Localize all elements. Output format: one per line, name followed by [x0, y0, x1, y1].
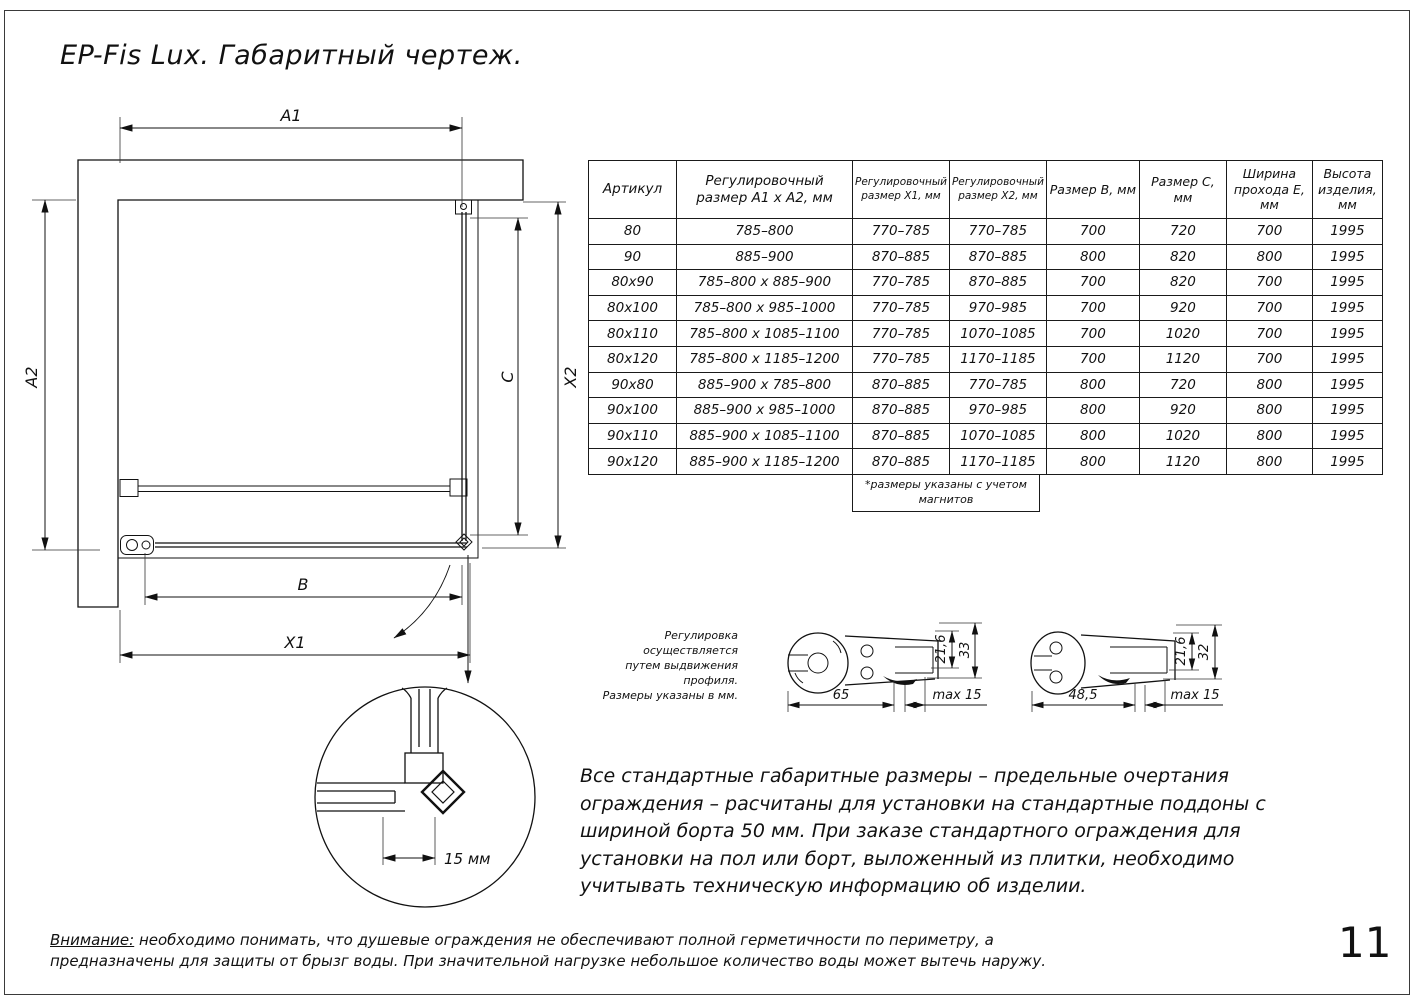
table-cell: 800	[1226, 244, 1312, 270]
table-cell: 800	[1046, 372, 1139, 398]
door-glass-panel	[456, 200, 472, 541]
table-cell: 920	[1139, 295, 1226, 321]
table-cell: 800	[1226, 372, 1312, 398]
table-cell: 700	[1226, 295, 1312, 321]
table-cell: 770–785	[853, 346, 950, 372]
table-cell: 770–785	[853, 321, 950, 347]
table-cell: 90x100	[589, 398, 677, 424]
table-cell: 700	[1046, 295, 1139, 321]
table-cell: 800	[1226, 398, 1312, 424]
dimension-a1	[120, 106, 462, 207]
table-row	[589, 372, 1383, 398]
table-cell: 785–800 x 885–900	[677, 270, 853, 296]
dimension-15mm	[383, 817, 491, 868]
table-cell: 1020	[1139, 321, 1226, 347]
table-cell: 1995	[1312, 398, 1382, 424]
table-cell: 970–985	[949, 398, 1046, 424]
table-cell: 700	[1226, 219, 1312, 245]
table-cell: 1995	[1312, 295, 1382, 321]
table-row	[589, 295, 1383, 321]
svg-text:48,5: 48,5	[1068, 688, 1098, 703]
table-footnote: *размеры указаны с учетом магнитов	[852, 474, 1040, 512]
column-header: Регулировочный размер Х1, мм	[853, 161, 950, 219]
table-cell: 800	[1226, 449, 1312, 475]
table-cell: 800	[1046, 398, 1139, 424]
table-cell: 785–800 x 985–1000	[677, 295, 853, 321]
table-cell: 770–785	[949, 372, 1046, 398]
svg-text:32: 32	[1197, 643, 1212, 661]
svg-text:C: C	[498, 371, 517, 383]
table-cell: 970–985	[949, 295, 1046, 321]
dimension-x1	[120, 563, 470, 663]
svg-text:max 15: max 15	[932, 688, 982, 703]
table-header-row	[589, 161, 1383, 219]
table-cell: 785–800 x 1185–1200	[677, 346, 853, 372]
table-cell: 1995	[1312, 346, 1382, 372]
table-cell: 885–900 x 985–1000	[677, 398, 853, 424]
profile-cross-sections	[755, 585, 1255, 735]
fixed-glass-panel	[121, 536, 468, 555]
column-header: Регулировочный размер Х2, мм	[949, 161, 1046, 219]
table-cell: 1995	[1312, 321, 1382, 347]
table-cell: 1120	[1139, 449, 1226, 475]
column-header: Высота изделия, мм	[1312, 161, 1382, 219]
table-cell: 920	[1139, 398, 1226, 424]
table-cell: 700	[1226, 346, 1312, 372]
table-cell: 800	[1046, 244, 1139, 270]
table-row	[589, 423, 1383, 449]
column-header: Размер С, мм	[1139, 161, 1226, 219]
svg-text:15 мм: 15 мм	[444, 850, 491, 868]
adjustment-note	[570, 628, 738, 703]
table-cell: 720	[1139, 219, 1226, 245]
table-cell: 770–785	[853, 295, 950, 321]
table-cell: 800	[1046, 423, 1139, 449]
svg-text:A2: A2	[22, 366, 41, 388]
table-cell: 1995	[1312, 372, 1382, 398]
table-cell: 1020	[1139, 423, 1226, 449]
table-cell: 90x120	[589, 449, 677, 475]
dimension-c	[470, 218, 528, 535]
table-cell: 1070–1085	[949, 321, 1046, 347]
table-cell: 870–885	[853, 423, 950, 449]
size-table	[588, 160, 1383, 475]
warning-text	[50, 930, 1070, 972]
svg-text:21,6: 21,6	[1174, 636, 1189, 666]
table-cell: 770–785	[853, 270, 950, 296]
table-cell: 700	[1226, 270, 1312, 296]
table-cell: 870–885	[853, 244, 950, 270]
warning-label: Внимание:	[50, 931, 135, 949]
wall-hatched	[78, 160, 523, 607]
table-cell: 720	[1139, 372, 1226, 398]
table-cell: 870–885	[949, 244, 1046, 270]
column-header: Ширина прохода Е, мм	[1226, 161, 1312, 219]
table-row	[589, 244, 1383, 270]
column-header: Артикул	[589, 161, 677, 219]
table-cell: 885–900	[677, 244, 853, 270]
table-cell: 870–885	[853, 398, 950, 424]
dimension-x2	[482, 202, 580, 548]
svg-text:max 15: max 15	[1170, 688, 1220, 703]
table-cell: 700	[1046, 346, 1139, 372]
svg-text:X1: X1	[284, 633, 306, 652]
table-row	[589, 398, 1383, 424]
table-cell: 885–900 x 785–800	[677, 372, 853, 398]
table-cell: 700	[1226, 321, 1312, 347]
table-cell: 1070–1085	[949, 423, 1046, 449]
table-cell: 80x110	[589, 321, 677, 347]
table-cell: 820	[1139, 270, 1226, 296]
towel-bar	[120, 479, 467, 497]
door-swing-arc	[394, 565, 450, 638]
table-cell: 1170–1185	[949, 449, 1046, 475]
table-cell: 1995	[1312, 449, 1382, 475]
table-cell: 1995	[1312, 423, 1382, 449]
table-cell: 770–785	[853, 219, 950, 245]
table-row	[589, 449, 1383, 475]
dimension-21-6-2	[1169, 633, 1199, 670]
svg-text:B: B	[297, 575, 309, 594]
dimension-21-6-1	[931, 631, 959, 668]
warning-body: необходимо понимать, что душевые ограждения не обеспечивают полной герметичности по периметру, а предназначены для защиты от брызг воды. При значительной нагрузке небольшое количество воды может вытечь наружу.	[50, 931, 1046, 970]
svg-text:A1: A1	[280, 106, 302, 125]
dimension-b	[145, 553, 462, 605]
table-cell: 80x90	[589, 270, 677, 296]
svg-text:65: 65	[832, 688, 850, 703]
table-cell: 80x120	[589, 346, 677, 372]
table-row	[589, 346, 1383, 372]
table-cell: 785–800	[677, 219, 853, 245]
table-cell: 90x80	[589, 372, 677, 398]
table-cell: 820	[1139, 244, 1226, 270]
installation-paragraph: Все стандартные габаритные размеры – предельные очертания ограждения – расчитаны для установки на стандартные поддоны с шириной борта 50 мм. При заказе стандартного ограждения для установки на пол или борт, выложенный из плитки, необходимо учитывать техническую информацию об изделии.	[580, 765, 1266, 897]
table-cell: 90	[589, 244, 677, 270]
dimension-max15-1	[905, 677, 987, 712]
svg-text:X2: X2	[561, 366, 580, 388]
dimension-max15-2	[1145, 680, 1223, 712]
table-cell: 1995	[1312, 219, 1382, 245]
page-title: EP-Fis Lux. Габаритный чертеж.	[60, 40, 523, 71]
plan-view-drawing	[20, 95, 590, 925]
table-cell: 1995	[1312, 244, 1382, 270]
table-row	[589, 321, 1383, 347]
dimension-65	[788, 681, 894, 712]
table-cell: 700	[1046, 219, 1139, 245]
table-cell: 785–800 x 1085–1100	[677, 321, 853, 347]
note-line: Регулировка осуществляется	[643, 629, 738, 657]
table-cell: 885–900 x 1185–1200	[677, 449, 853, 475]
table-cell: 870–885	[853, 449, 950, 475]
table-cell: 870–885	[949, 270, 1046, 296]
table-cell: 1995	[1312, 270, 1382, 296]
table-row	[589, 219, 1383, 245]
svg-text:33: 33	[958, 641, 973, 659]
table-cell: 870–885	[853, 372, 950, 398]
table-cell: 800	[1226, 423, 1312, 449]
table-cell: 1170–1185	[949, 346, 1046, 372]
table-cell: 80x100	[589, 295, 677, 321]
table-cell: 80	[589, 219, 677, 245]
dimension-a2	[22, 200, 100, 550]
table-cell: 800	[1046, 449, 1139, 475]
table-row	[589, 270, 1383, 296]
column-header: Регулировочный размер А1 х А2, мм	[677, 161, 853, 219]
tray-outline	[118, 200, 478, 558]
table-cell: 770–785	[949, 219, 1046, 245]
page-number: 11	[1338, 918, 1392, 967]
note-line: путем выдвижения профиля.	[625, 659, 738, 687]
table-cell: 700	[1046, 270, 1139, 296]
note-line: Размеры указаны в мм.	[602, 689, 738, 702]
column-header: Размер В, мм	[1046, 161, 1139, 219]
svg-text:21,6: 21,6	[934, 634, 949, 664]
profile-section-2	[1031, 625, 1223, 712]
detail-circle	[315, 687, 535, 907]
table-cell: 885–900 x 1085–1100	[677, 423, 853, 449]
table-cell: 90x110	[589, 423, 677, 449]
profile-section-1	[788, 623, 987, 712]
dimension-48-5	[1032, 683, 1135, 712]
table-cell: 1120	[1139, 346, 1226, 372]
table-cell: 700	[1046, 321, 1139, 347]
